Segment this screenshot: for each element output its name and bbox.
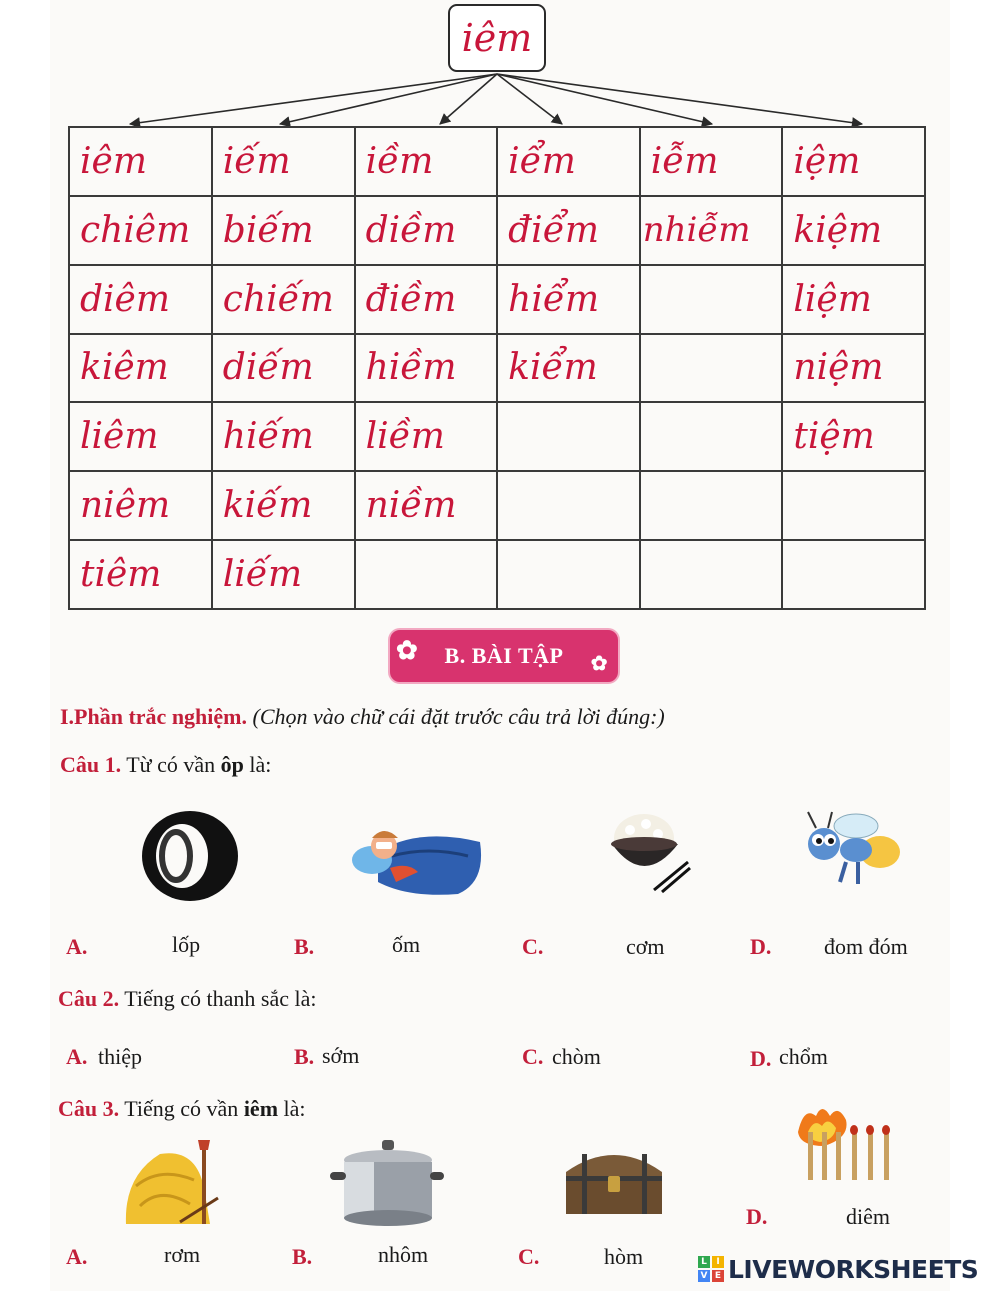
option-word[interactable]: chổm — [779, 1044, 828, 1069]
logo-letter: L — [698, 1256, 710, 1268]
option-word[interactable]: lốp — [172, 932, 201, 957]
option-word[interactable]: rơm — [164, 1242, 201, 1267]
question-3 — [58, 1096, 306, 1122]
question-text: Tiếng có thanh sắc là: — [124, 986, 317, 1011]
grid-cell: diềm — [355, 196, 498, 265]
grid-cell: diếm — [212, 334, 355, 403]
arrow-3 — [440, 74, 497, 124]
grid-row — [69, 334, 925, 403]
grid-cell: hiểm — [497, 265, 640, 334]
question-keyword: iêm — [243, 1096, 279, 1121]
matches-icon — [794, 1102, 904, 1192]
grid-cell: chiêm — [69, 196, 212, 265]
flower-icon: ✿ — [590, 653, 608, 675]
grid-cell: tiêm — [69, 540, 212, 609]
option-word[interactable]: hòm — [604, 1244, 644, 1269]
grid-row — [69, 402, 925, 471]
question-label: Câu 2. — [58, 986, 120, 1011]
option-letter: D. — [750, 1046, 772, 1071]
logo-letter: V — [698, 1270, 710, 1282]
option-letter: B. — [294, 934, 315, 959]
grid-cell-empty — [355, 540, 498, 609]
grid-cell: điềm — [355, 265, 498, 334]
option-word[interactable]: diêm — [846, 1204, 890, 1229]
grid-cell: iêm — [69, 127, 212, 196]
pot-icon — [330, 1138, 444, 1228]
option-letter: D. — [746, 1204, 768, 1229]
haystack-icon — [120, 1136, 220, 1226]
grid-cell: liệm — [782, 265, 925, 334]
section-title: I.Phần trắc nghiệm. — [60, 704, 247, 729]
grid-cell-empty — [782, 471, 925, 540]
chest-icon — [562, 1144, 666, 1216]
grid-row — [69, 265, 925, 334]
grid-row — [69, 540, 925, 609]
section-banner — [388, 628, 620, 684]
tire-icon — [132, 808, 242, 904]
grid-cell-empty — [497, 540, 640, 609]
grid-cell: kiếm — [212, 471, 355, 540]
grid-cell: niềm — [355, 471, 498, 540]
option-word[interactable]: thiệp — [98, 1044, 142, 1069]
grid-cell-empty — [640, 540, 783, 609]
grid-row — [69, 127, 925, 196]
question-text: là: — [249, 752, 272, 777]
rice-bowl-icon — [602, 806, 692, 896]
grid-cell-empty — [640, 334, 783, 403]
firefly-icon — [796, 806, 906, 892]
grid-cell: iếm — [212, 127, 355, 196]
grid-cell: niệm — [782, 334, 925, 403]
rhyme-grid — [68, 126, 926, 610]
grid-cell: biếm — [212, 196, 355, 265]
grid-cell-empty — [497, 471, 640, 540]
option-letter: A. — [66, 934, 88, 959]
logo-text: LIVEWORKSHEETS — [728, 1254, 979, 1284]
option-letter: A. — [66, 1244, 88, 1269]
question-text: là: — [283, 1096, 306, 1121]
option-word[interactable]: nhôm — [378, 1242, 429, 1267]
grid-cell: nhiễm — [640, 196, 783, 265]
question-text: Tiếng có vần — [124, 1096, 239, 1121]
liveworksheets-logo[interactable] — [698, 1252, 978, 1286]
section-instruction: (Chọn vào chữ cái đặt trước câu trả lời đúng:) — [252, 704, 665, 729]
grid-cell-empty — [640, 471, 783, 540]
grid-cell: kiêm — [69, 334, 212, 403]
grid-cell-empty — [640, 265, 783, 334]
grid-cell-empty — [640, 402, 783, 471]
option-word[interactable]: sớm — [322, 1043, 360, 1068]
grid-cell: liềm — [355, 402, 498, 471]
grid-cell: tiệm — [782, 402, 925, 471]
option-word[interactable]: chòm — [552, 1044, 601, 1069]
option-letter: A. — [66, 1044, 88, 1069]
grid-cell: iềm — [355, 127, 498, 196]
sick-child-icon — [348, 812, 488, 898]
option-word[interactable]: ốm — [392, 932, 421, 957]
option-letter: C. — [522, 1044, 544, 1069]
option-word[interactable]: cơm — [626, 934, 665, 959]
grid-cell: iệm — [782, 127, 925, 196]
grid-cell: liếm — [212, 540, 355, 609]
question-text: Từ có vần — [126, 752, 216, 777]
logo-letter: I — [712, 1256, 724, 1268]
grid-cell-empty — [497, 402, 640, 471]
flower-icon: ✿ — [396, 636, 419, 665]
grid-cell: kiểm — [497, 334, 640, 403]
question-keyword: ôp — [220, 752, 244, 777]
grid-cell: niêm — [69, 471, 212, 540]
question-2 — [58, 986, 317, 1012]
grid-cell: hiếm — [212, 402, 355, 471]
logo-letter: E — [712, 1270, 724, 1282]
grid-cell: kiệm — [782, 196, 925, 265]
option-letter: B. — [294, 1044, 315, 1069]
section-heading — [60, 704, 665, 730]
grid-cell-empty — [782, 540, 925, 609]
grid-cell: liêm — [69, 402, 212, 471]
option-letter: C. — [522, 934, 544, 959]
grid-cell: điểm — [497, 196, 640, 265]
root-rhyme-box: iêm — [448, 4, 546, 72]
logo-mark-icon — [698, 1256, 724, 1282]
question-1 — [60, 752, 271, 778]
option-word[interactable]: đom đóm — [824, 934, 908, 959]
grid-row — [69, 196, 925, 265]
question-label: Câu 3. — [58, 1096, 120, 1121]
banner-title: B. BÀI TẬP — [444, 643, 564, 668]
grid-cell: chiếm — [212, 265, 355, 334]
grid-cell: iễm — [640, 127, 783, 196]
grid-cell: hiềm — [355, 334, 498, 403]
option-letter: C. — [518, 1244, 540, 1269]
question-label: Câu 1. — [60, 752, 122, 777]
option-letter: D. — [750, 934, 772, 959]
grid-cell: iểm — [497, 127, 640, 196]
option-letter: B. — [292, 1244, 313, 1269]
grid-cell: diêm — [69, 265, 212, 334]
grid-row — [69, 471, 925, 540]
